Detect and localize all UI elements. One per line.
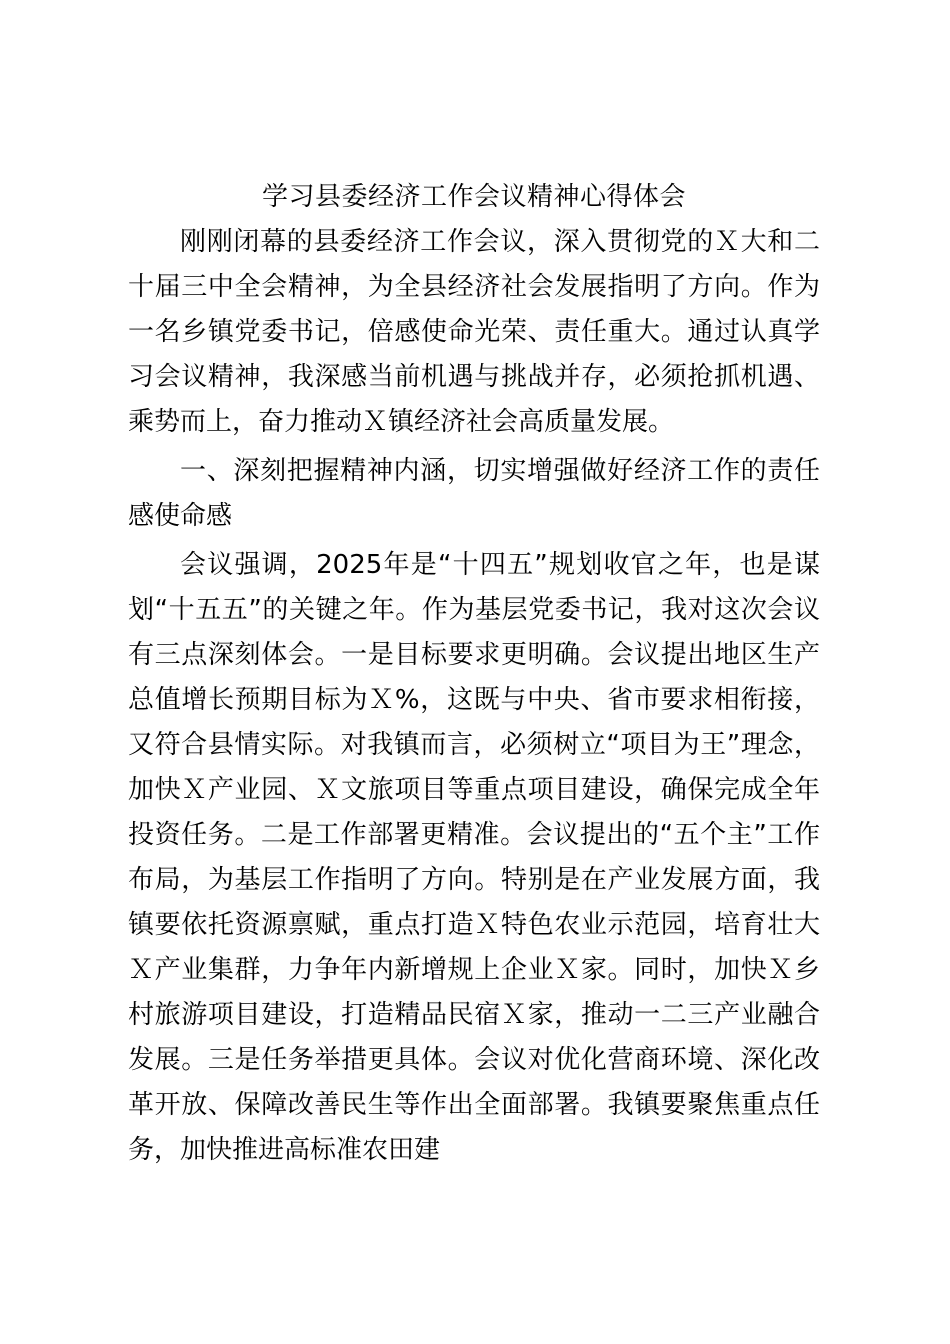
document-body [128,174,820,1173]
section-1-paragraph: 会议强调，2025年是“十四五”规划收官之年，也是谋划“十五五”的关键之年。作为基层党委书记，我对这次会议有三点深刻体会。一是目标要求更明确。会议提出地区生产总值增长预期目标为Ｘ%，这既与中央、省市要求相衔接，又符合县情实际。对我镇而言，必须树立“项目为王”理念，加快Ｘ产业园、Ｘ文旅项目等重点项目建设，确保完成全年投资任务。二是工作部署更精准。会议提出的“五个主”工作布局，为基层工作指明了方向。特别是在产业发展方面，我镇要依托资源禀赋，重点打造Ｘ特色农业示范园，培育壮大Ｘ产业集群，力争年内新增规上企业Ｘ家。同时，加快Ｘ乡村旅游项目建设，打造精品民宿Ｘ家，推动一二三产业融合发展。三是任务举措更具体。会议对优化营商环境、深化改革开放、保障改善民生等作出全面部署。我镇要聚焦重点任务，加快推进高标准农田建 [128,550,820,1165]
document-title: 学习县委经济工作会议精神心得体会 [261,182,686,212]
intro-paragraph: 刚刚闭幕的县委经济工作会议，深入贯彻党的Ｘ大和二十届三中全会精神，为全县经济社会发展指明了方向。作为一名乡镇党委书记，倍感使命光荣、责任重大。通过认真学习会议精神，我深感当前机遇与挑战并存，必须抢抓机遇、乘势而上，奋力推动Ｘ镇经济社会高质量发展。 [128,227,820,437]
section-heading-1: 一、深刻把握精神内涵，切实增强做好经济工作的责任感使命感 [128,456,820,531]
